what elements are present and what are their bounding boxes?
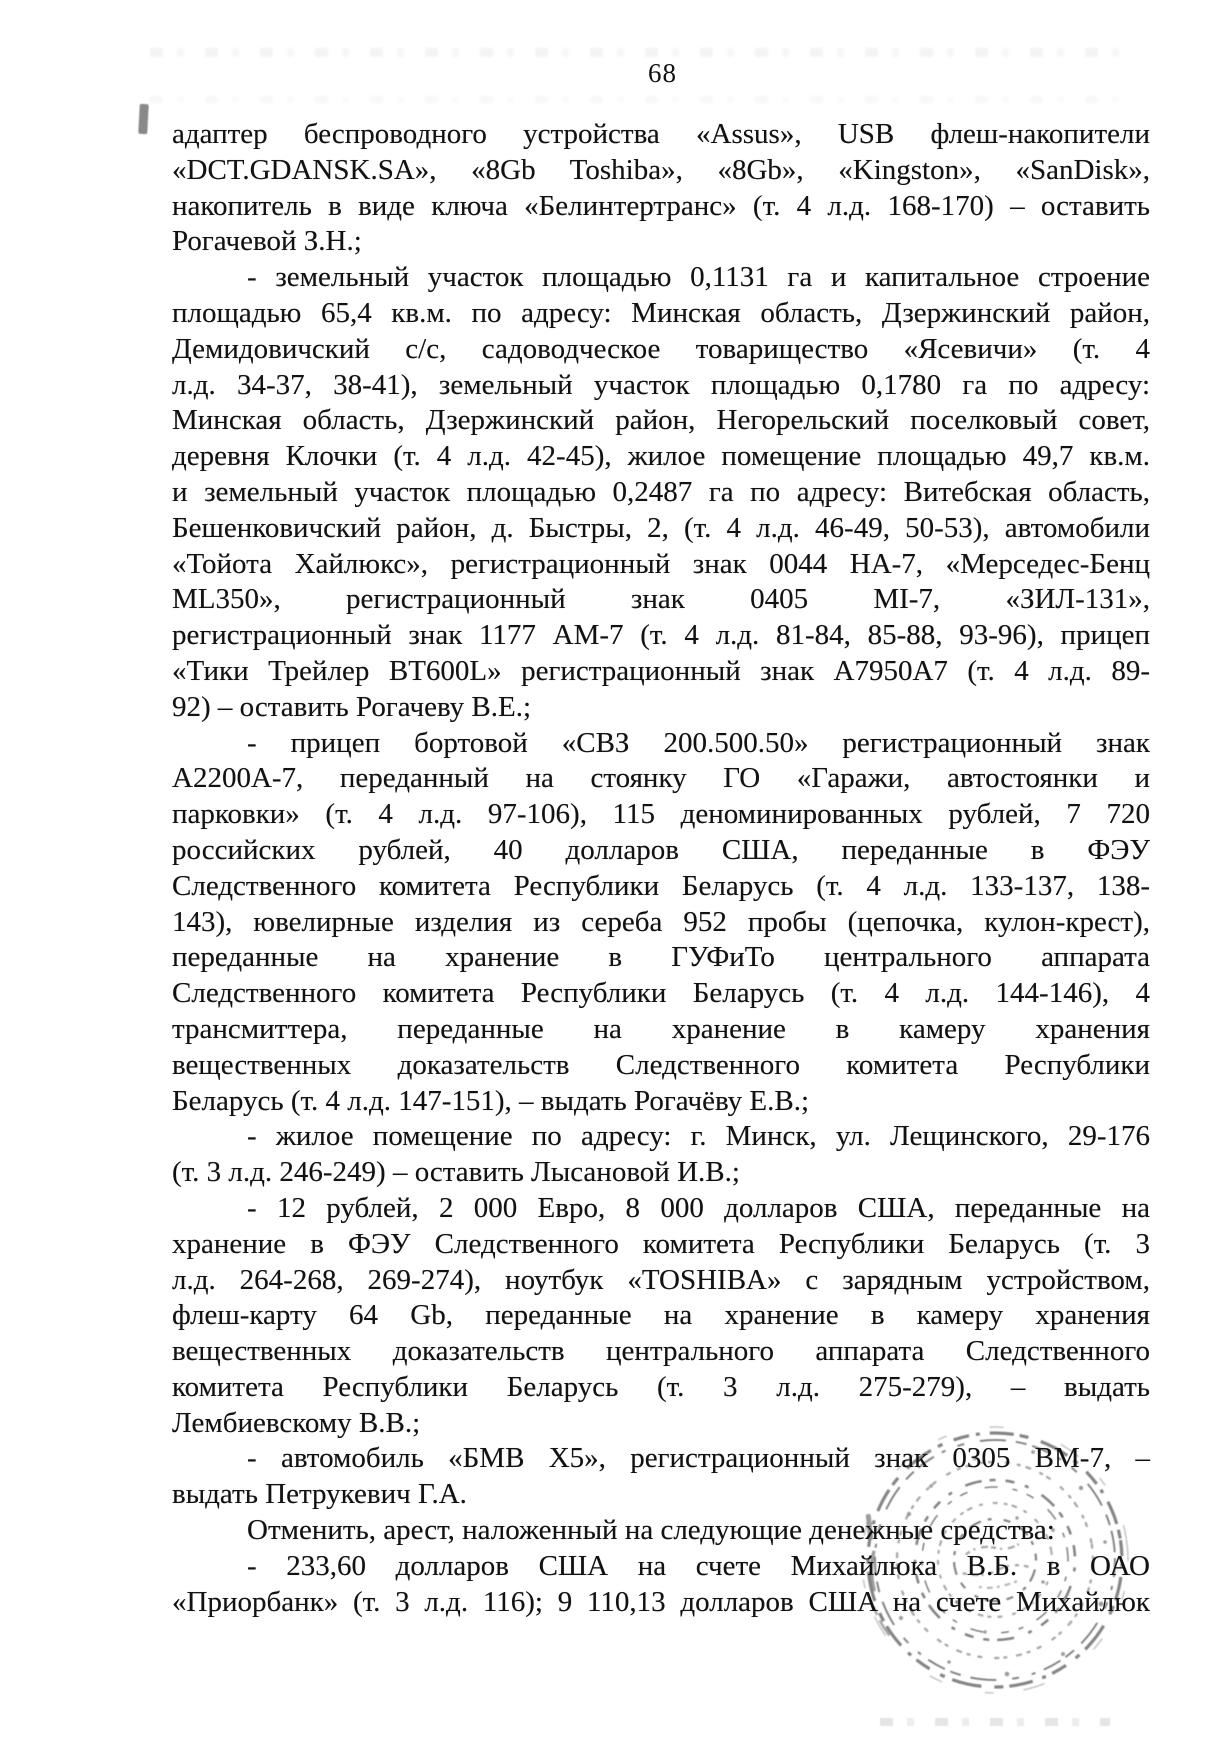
text-line: парковки» (т. 4 л.д. 97-106), 115 деноминированных рублей, 7 720 — [172, 798, 1150, 831]
text-line: ML350», регистрационный знак 0405 МI-7, «ЗИЛ-131», — [172, 583, 1150, 616]
text-line: - 12 рублей, 2 000 Евро, 8 000 долларов США, переданные на — [247, 1191, 1150, 1224]
text-line: площадью 65,4 кв.м. по адресу: Минская область, Дзержинский район, — [172, 296, 1150, 329]
scan-noise-top-2 — [150, 96, 1135, 103]
text-line: деревня Клочки (т. 4 л.д. 42-45), жилое помещение площадью 49,7 кв.м. — [172, 440, 1150, 473]
page-number: 68 — [648, 58, 677, 88]
text-line: накопитель в виде ключа «Белинтертранс» (т. 4 л.д. 168-170) – оставить — [172, 189, 1150, 222]
text-line: вещественных доказательств Следственного комитета Республики — [172, 1048, 1150, 1081]
text-line: регистрационный знак 1177 АМ-7 (т. 4 л.д. 81-84, 85-88, 93-96), прицеп — [172, 619, 1150, 652]
text-line: Лембиевскому В.В.; — [172, 1406, 421, 1439]
text-line: комитета Республики Беларусь (т. 3 л.д. 275-279), – выдать — [172, 1370, 1150, 1403]
text-line: Беларусь (т. 4 л.д. 147-151), – выдать Рогачёву Е.В.; — [172, 1084, 810, 1117]
text-line: Бешенковичский район, д. Быстры, 2, (т. 4 л.д. 46-49, 50-53), автомобили — [172, 511, 1150, 544]
scan-speck — [138, 104, 149, 134]
text-line: хранение в ФЭУ Следственного комитета Республики Беларусь (т. 3 — [172, 1227, 1150, 1260]
text-line: переданные на хранение в ГУФиТо центрального аппарата — [172, 941, 1150, 974]
text-line: Рогачевой З.Н.; — [172, 225, 362, 258]
text-line: 92) – оставить Рогачеву В.Е.; — [172, 690, 532, 723]
text-line: Следственного комитета Республики Беларусь (т. 4 л.д. 133-137, 138- — [172, 869, 1150, 902]
text-line: - земельный участок площадью 0,1131 га и капитальное строение — [247, 261, 1150, 294]
text-line: А2200А-7, переданный на стоянку ГО «Гаражи, автостоянки и — [172, 762, 1150, 795]
text-line: Отменить, арест, наложенный на следующие денежные средства: — [247, 1514, 1055, 1547]
text-line: - 233,60 долларов США на счете Михайлюка В.Б. в ОАО — [247, 1549, 1150, 1582]
text-line: - жилое помещение по адресу: г. Минск, ул. Лещинского, 29-176 — [247, 1120, 1150, 1153]
text-line: «Тики Трейлер BT600L» регистрационный знак А7950А7 (т. 4 л.д. 89- — [172, 654, 1150, 687]
text-line: Демидовичский с/с, садоводческое товарищество «Ясевичи» (т. 4 — [172, 332, 1150, 365]
text-line: Следственного комитета Республики Беларусь (т. 4 л.д. 144-146), 4 — [172, 977, 1150, 1010]
text-line: и земельный участок площадью 0,2487 га по адресу: Витебская область, — [172, 475, 1150, 508]
text-line: - автомобиль «БМВ Х5», регистрационный знак 0305 ВМ-7, – — [247, 1442, 1150, 1475]
text-line: российских рублей, 40 долларов США, переданные в ФЭУ — [172, 833, 1150, 866]
scan-noise-top — [150, 48, 1135, 57]
text-line: трансмиттера, переданные на хранение в камеру хранения — [172, 1012, 1150, 1045]
text-line: «Тойота Хайлюкс», регистрационный знак 0044 НА-7, «Мерседес-Бенц — [172, 547, 1150, 580]
text-line: 143), ювелирные изделия из сереба 952 пробы (цепочка, кулон-крест), — [172, 905, 1150, 938]
text-line: «Приорбанк» (т. 3 л.д. 116); 9 110,13 долларов США на счете Михайлюк — [172, 1585, 1150, 1618]
text-line: л.д. 34-37, 38-41), земельный участок площадью 0,1780 га по адресу: — [172, 368, 1150, 401]
text-block — [172, 117, 1150, 1620]
text-line: вещественных доказательств центрального аппарата Следственного — [172, 1335, 1150, 1368]
scan-noise-bottom — [880, 1718, 1110, 1726]
text-line: выдать Петрукевич Г.А. — [172, 1478, 467, 1511]
text-line: Минская область, Дзержинский район, Негорельский поселковый совет, — [172, 404, 1150, 437]
text-line: флеш-карту 64 Gb, переданные на хранение в камеру хранения — [172, 1299, 1150, 1332]
text-line: адаптер беспроводного устройства «Assus», USB флеш-накопители — [172, 118, 1150, 150]
text-line: - прицеп бортовой «СВЗ 200.500.50» регистрационный знак — [247, 726, 1150, 759]
text-line: (т. 3 л.д. 246-249) – оставить Лысановой И.В.; — [172, 1156, 740, 1189]
text-line: «DCT.GDANSK.SA», «8Gb Toshiba», «8Gb», «Kingston», «SanDisk», — [172, 153, 1150, 186]
text-line: л.д. 264-268, 269-274), ноутбук «TOSHIBA» с зарядным устройством, — [172, 1263, 1150, 1296]
